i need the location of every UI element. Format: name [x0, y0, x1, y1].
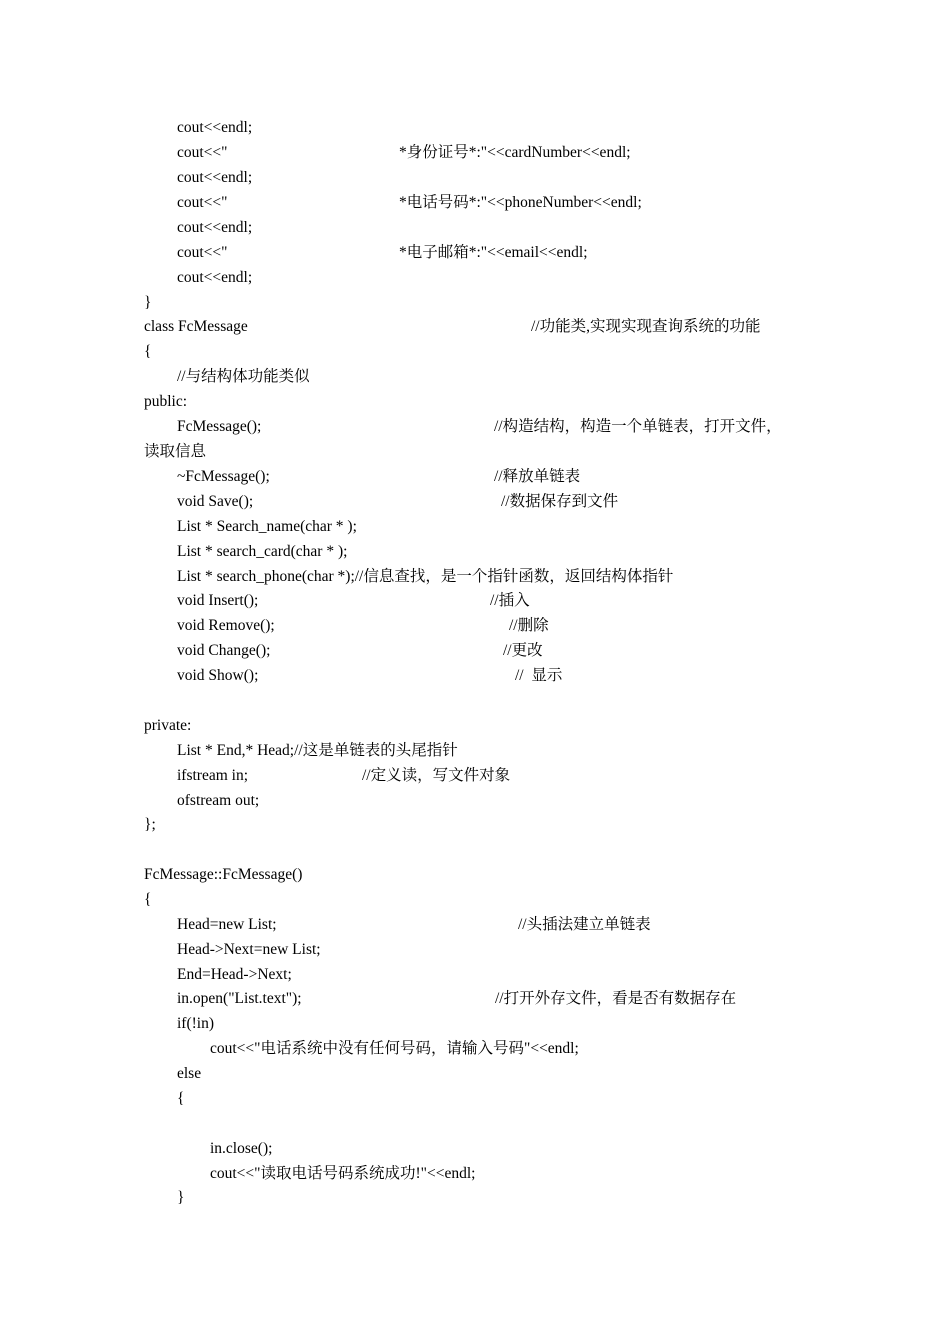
code-line: { — [144, 343, 152, 360]
code-comment: //与结构体功能类似 — [177, 368, 310, 385]
code-line: void Insert(); — [177, 592, 259, 609]
code-line: FcMessage::FcMessage() — [144, 866, 303, 883]
code-line: if(!in) — [177, 1015, 215, 1032]
code-line-text: *电子邮箱*:"<<email<<endl; — [399, 244, 588, 261]
code-line-text: *身份证号*:"<<cardNumber<<endl; — [399, 144, 631, 161]
code-comment-wrap: 读取信息 — [144, 443, 207, 460]
code-comment: //更改 — [503, 642, 543, 659]
code-line: } — [144, 294, 152, 311]
code-line: Head->Next=new List; — [177, 941, 321, 958]
code-line: cout<<" — [177, 194, 228, 211]
code-comment: //数据保存到文件 — [501, 493, 619, 510]
code-line: private: — [144, 717, 192, 734]
code-line: else — [177, 1065, 202, 1082]
code-line: class FcMessage — [144, 318, 248, 335]
code-line: cout<<" — [177, 244, 228, 261]
code-line: { — [177, 1090, 185, 1107]
code-line: ifstream in; — [177, 767, 249, 784]
code-line: in.open("List.text"); — [177, 990, 302, 1007]
code-comment: //删除 — [509, 617, 549, 634]
code-line: FcMessage(); — [177, 418, 262, 435]
code-comment: //头插法建立单链表 — [518, 916, 651, 933]
code-comment: //打开外存文件，看是否有数据存在 — [495, 990, 737, 1007]
code-line: List * Search_name(char * ); — [177, 518, 357, 535]
code-line: cout<<endl; — [177, 169, 253, 186]
code-line: void Change(); — [177, 642, 271, 659]
code-line: cout<<endl; — [177, 269, 253, 286]
code-line: void Save(); — [177, 493, 254, 510]
code-line: cout<<endl; — [177, 219, 253, 236]
code-line: void Show(); — [177, 667, 259, 684]
code-line: cout<<" — [177, 144, 228, 161]
code-line: public: — [144, 393, 188, 410]
code-line: cout<<"电话系统中没有任何号码，请输入号码"<<endl; — [210, 1040, 579, 1057]
code-line: ~FcMessage(); — [177, 468, 270, 485]
code-line: cout<<"读取电话号码系统成功!"<<endl; — [210, 1165, 476, 1182]
code-line: Head=new List; — [177, 916, 277, 933]
code-line: End=Head->Next; — [177, 966, 292, 983]
code-comment: //构造结构，构造一个单链表，打开文件， — [494, 418, 782, 435]
code-line: ofstream out; — [177, 792, 260, 809]
code-line: cout<<endl; — [177, 119, 253, 136]
code-comment: //功能类,实现实现查询系统的功能 — [531, 318, 761, 335]
code-line: void Remove(); — [177, 617, 275, 634]
code-line: } — [177, 1189, 185, 1206]
code-line: List * search_card(char * ); — [177, 543, 348, 560]
code-line: List * End,* Head;//这是单链表的头尾指针 — [177, 742, 458, 759]
code-line-text: *电话号码*:"<<phoneNumber<<endl; — [399, 194, 642, 211]
code-comment: //释放单链表 — [494, 468, 581, 485]
code-line: in.close(); — [210, 1140, 273, 1157]
code-line: }; — [144, 816, 156, 833]
code-line: List * search_phone(char *);//信息查找，是一个指针函数，返回结构体指针 — [177, 568, 674, 585]
code-line: { — [144, 891, 152, 908]
code-comment: //插入 — [490, 592, 530, 609]
code-comment: //定义读，写文件对象 — [362, 767, 511, 784]
code-comment: // 显示 — [515, 667, 563, 684]
